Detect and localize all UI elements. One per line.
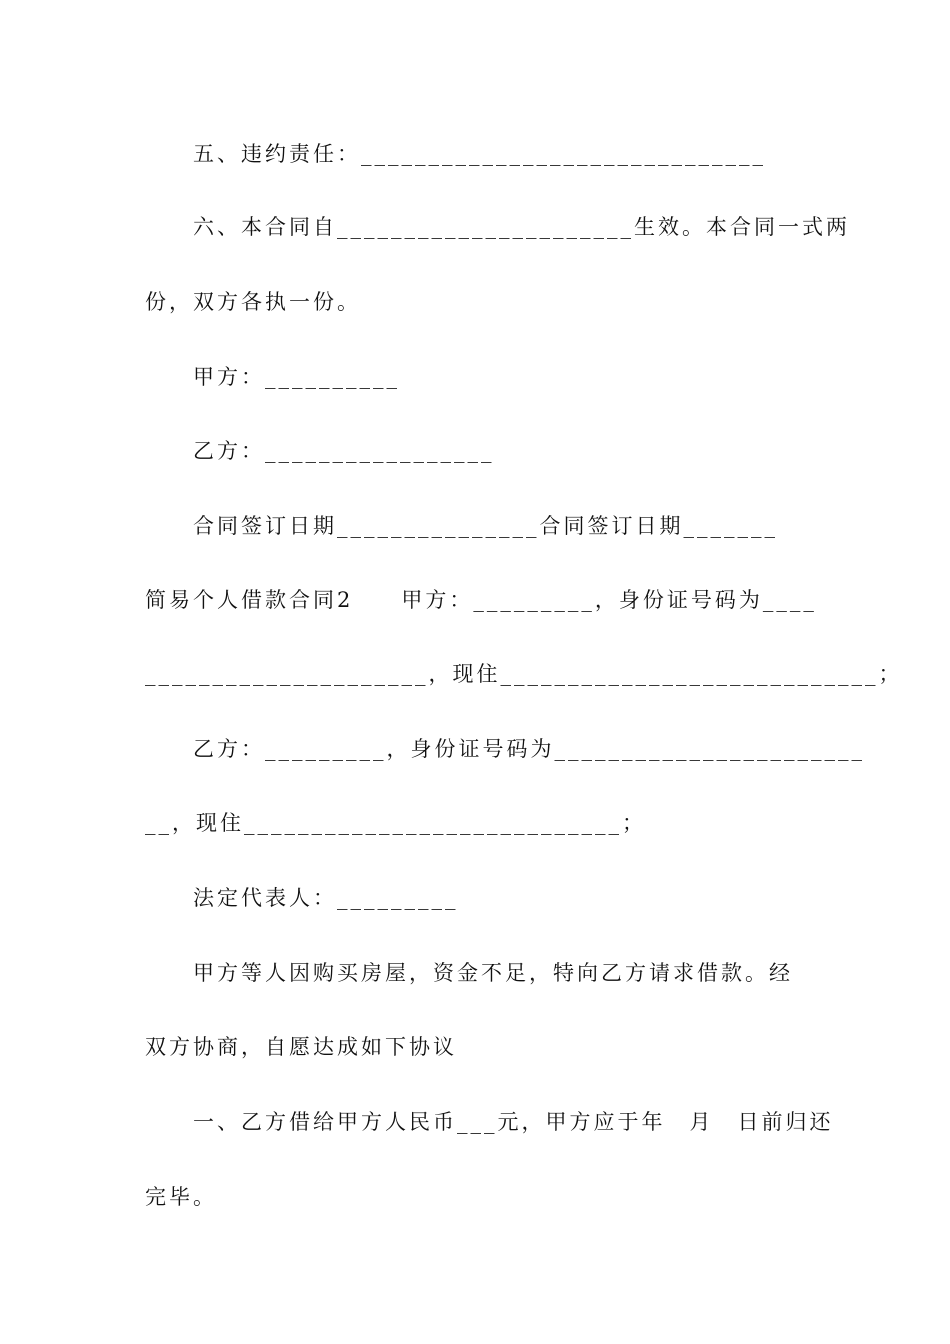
contract-2-party-a-line-1: 简易个人借款合同2 甲方：_________，身份证号码为____: [145, 588, 817, 612]
contract-2-party-b-line-1: 乙方：_________，身份证号码为_______________________: [145, 737, 865, 761]
clause-5-breach-liability: 五、违约责任：______________________________: [145, 142, 766, 166]
preamble-line-1: 甲方等人因购买房屋，资金不足，特向乙方请求借款。经: [145, 961, 793, 985]
signing-date-line: 合同签订日期_______________合同签订日期_______: [145, 514, 778, 538]
party-b-signature: 乙方：_________________: [145, 439, 495, 463]
contract-2-party-b-line-2: __，现住____________________________；: [145, 811, 646, 835]
clause-1-loan-line-2: 完毕。: [145, 1185, 217, 1209]
legal-representative-line: 法定代表人：_________: [145, 886, 459, 910]
clause-1-loan-line-1: 一、乙方借给甲方人民币___元，甲方应于年 月 日前归还: [145, 1110, 834, 1134]
clause-6-effective-line-1: 六、本合同自______________________生效。本合同一式两: [145, 215, 850, 239]
clause-6-effective-line-2: 份，双方各执一份。: [145, 290, 361, 314]
party-a-signature: 甲方：__________: [145, 365, 400, 389]
preamble-line-2: 双方协商，自愿达成如下协议: [145, 1035, 457, 1059]
contract-2-party-a-line-2: _____________________，现住____________________________；: [145, 662, 903, 686]
